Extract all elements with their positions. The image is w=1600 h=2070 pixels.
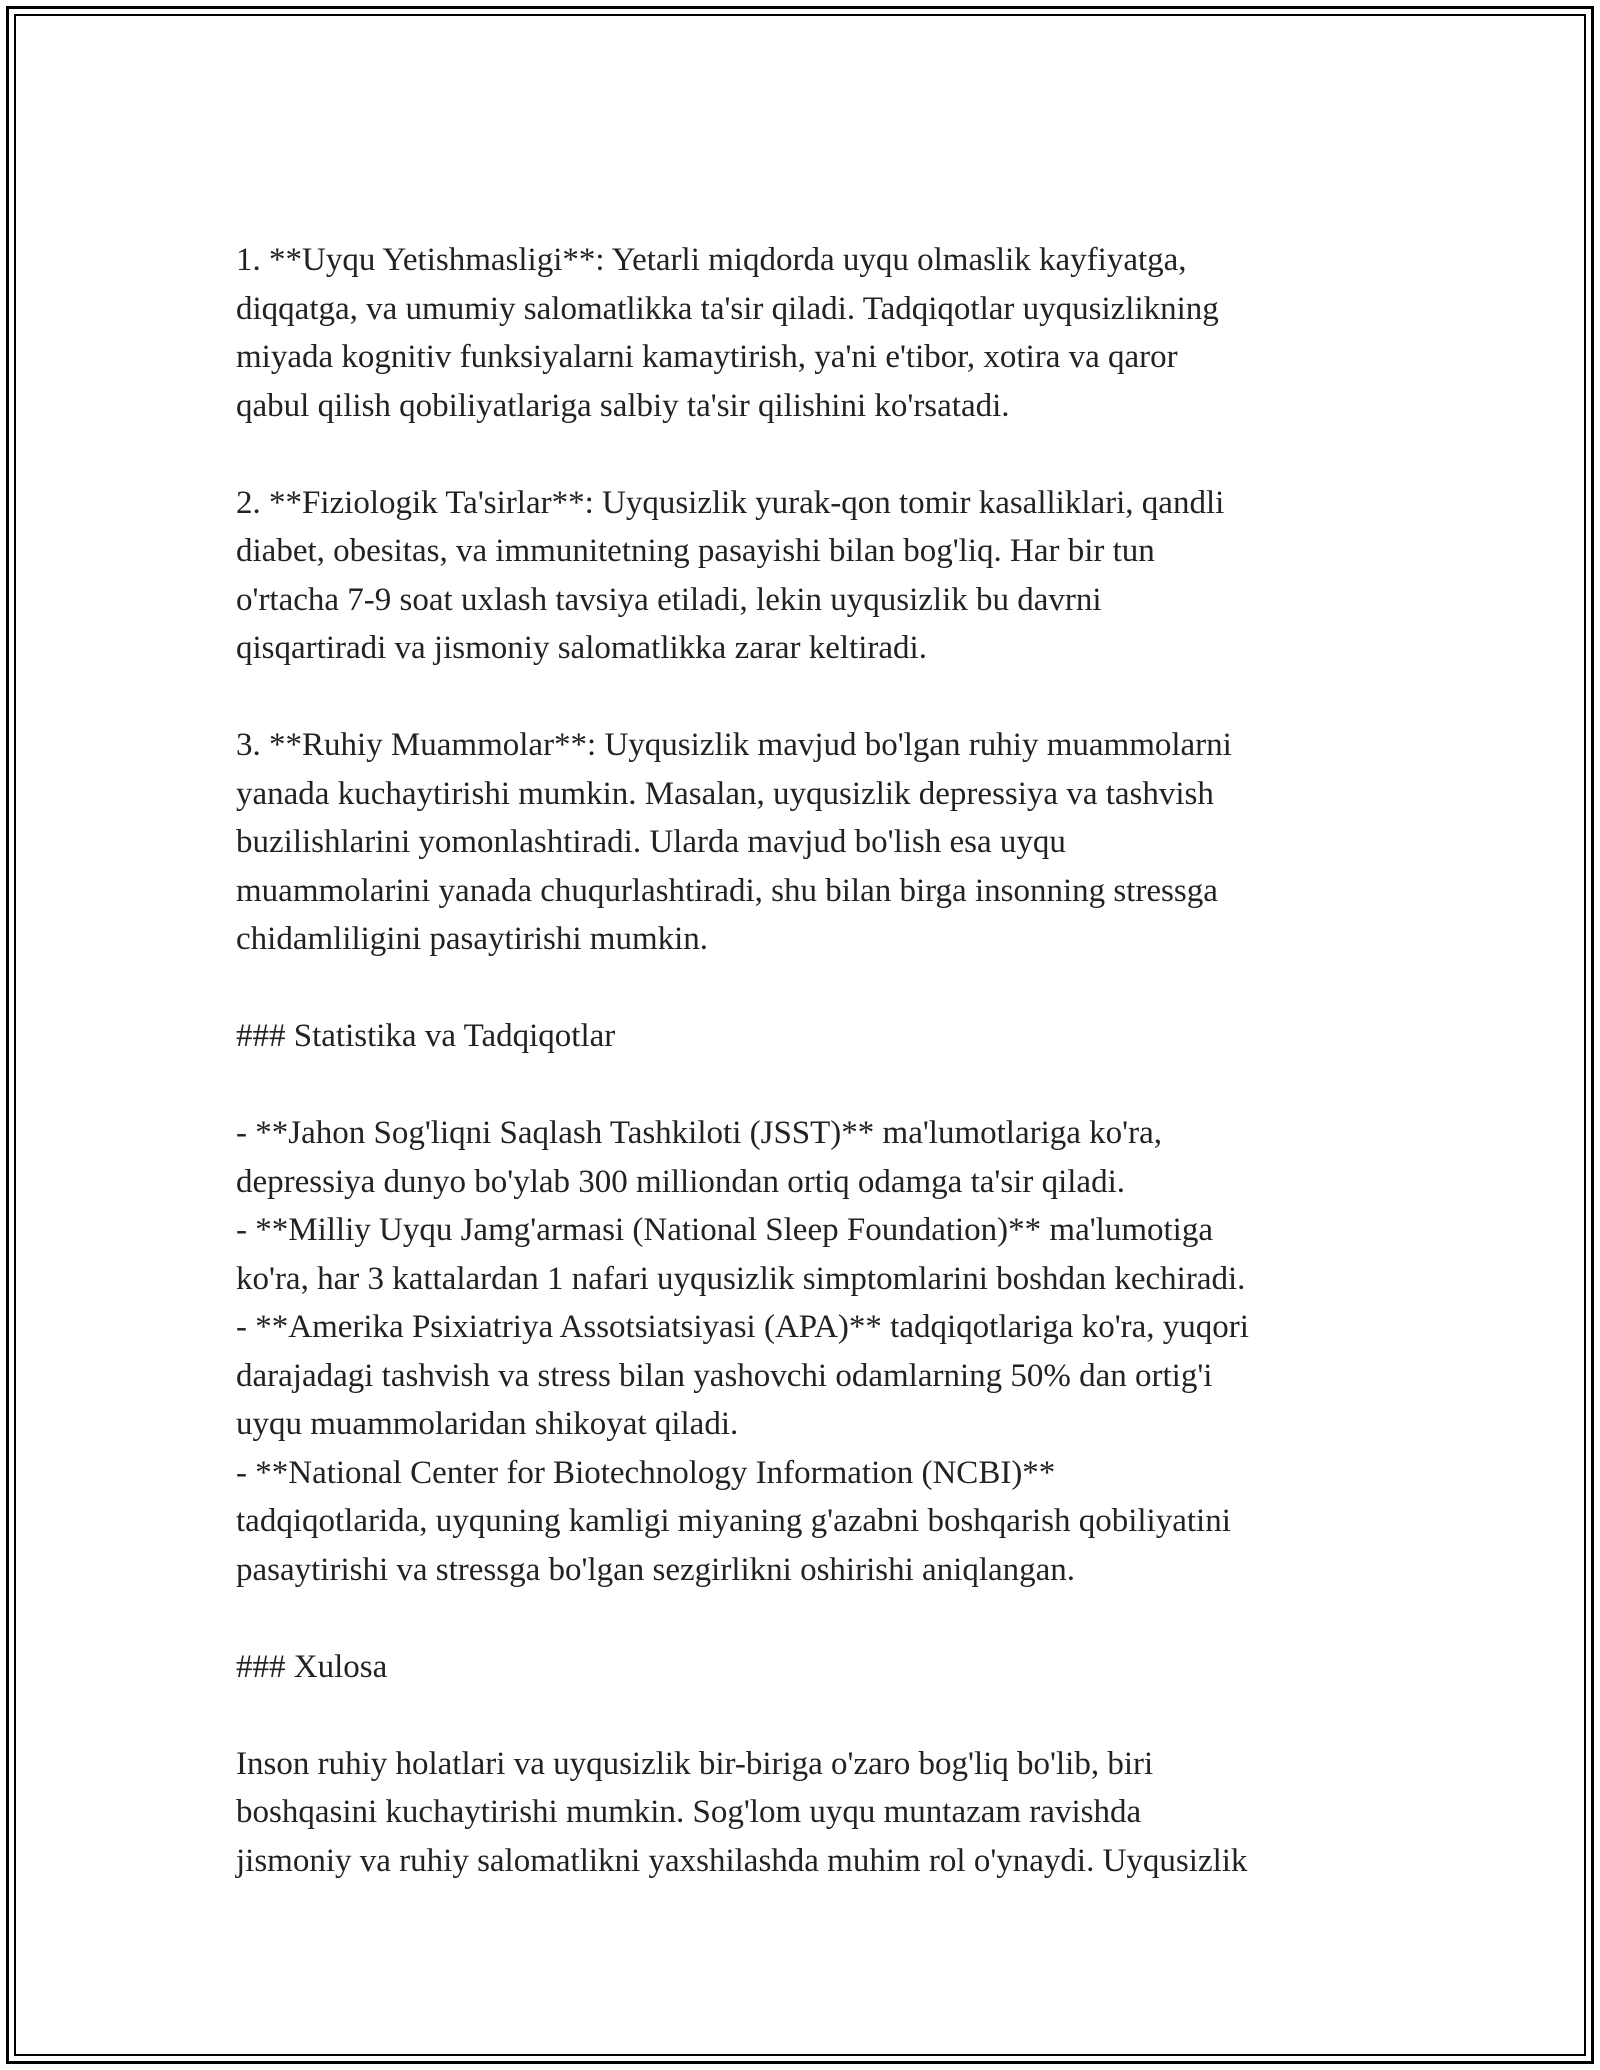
document-body [236,236,1376,1885]
heading-statistics: ### Statistika va Tadqiqotlar [236,1018,616,1054]
heading-conclusion: ### Xulosa [236,1648,388,1685]
paragraph-mental-problems: 3. **Ruhiy Muammolar**: Uyqusizlik mavjud bo'lgan ruhiy muammolarni yanada kuchaytirishi mumkin. Masalan, uyqusizlik depressiya va tashvish buzilishlarini yomonlashtiradi. Ularda mavjud bo'lish esa uyqu muammolarini yanada chuqurlashtiradi, shu bilan birga insonning stressga chidamliligini pasaytirishi mumkin. [236,727,1232,957]
paragraph-physiological-effects: 2. **Fiziologik Ta'sirlar**: Uyqusizlik yurak-qon tomir kasalliklari, qandli diabet, obesitas, va immunitetning pasayishi bilan bog'liq. Har bir tun o'rtacha 7-9 soat uxlash tavsiya etiladi, lekin uyqusizlik bu davrni qisqartiradi va jismoniy salomatlikka zarar keltiradi. [236,484,1225,666]
statistics-list: - **Jahon Sog'liqni Saqlash Tashkiloti (JSST)** ma'lumotlariga ko'ra, depressiya dunyo bo'ylab 300 milliondan ortiq odamga ta'sir qiladi. - **Milliy Uyqu Jamg'armasi (National Sleep Foundation)** ma'lumotiga ko'ra, har 3 kattalardan 1 nafari uyqusizlik simptomlarini boshdan kechiradi. - **Amerika Psixiatriya Assotsiatsiyasi (APA)** tadqiqotlariga ko'ra, yuqori darajadagi tashvish va stress bilan yashovchi odamlarning 50% dan ortig'i uyqu muammolaridan shikoyat qiladi. - **National Center for Biotechnology Information (NCBI)** tadqiqotlarida, uyquning kamligi miyaning g'azabni boshqarish qobiliyatini pasaytirishi va stressga bo'lgan sezgirlikni oshirishi aniqlangan. [236,1115,1249,1588]
paragraph-conclusion: Inson ruhiy holatlari va uyqusizlik bir-biriga o'zaro bog'liq bo'lib, biri boshqasini kuchaytirishi mumkin. Sog'lom uyqu muntazam ravishda jismoniy va ruhiy salomatlikni yaxshilashda muhim rol o'ynaydi. Uyqusizlik [236,1745,1248,1879]
paragraph-sleep-deprivation: 1. **Uyqu Yetishmasligi**: Yetarli miqdorda uyqu olmaslik kayfiyatga, diqqatga, va umumiy salomatlikka ta'sir qiladi. Tadqiqotlar uyqusizlikning miyada kognitiv funksiyalarni kamaytirish, ya'ni e'tibor, xotira va qaror qabul qilish qobiliyatlariga salbiy ta'sir qilishini ko'rsatadi. [236,242,1219,424]
